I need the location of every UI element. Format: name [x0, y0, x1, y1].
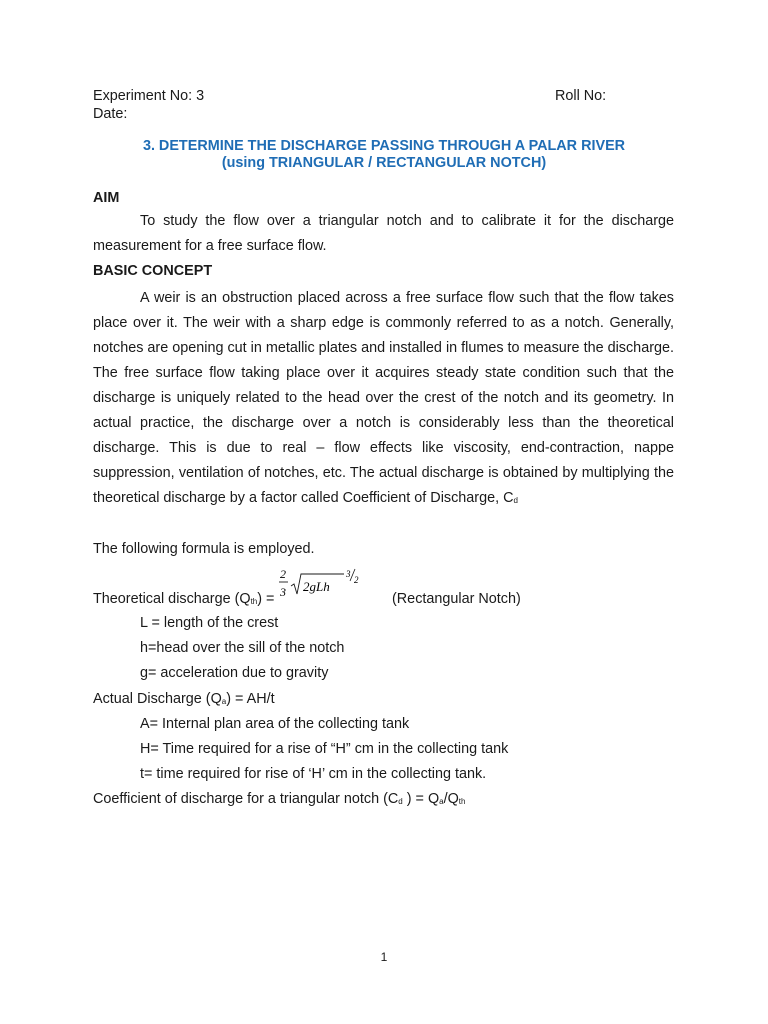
title-line-1: 3. DETERMINE THE DISCHARGE PASSING THROUGH A PALAR RIVER: [142, 138, 626, 154]
rectangular-notch-note: (Rectangular Notch): [392, 591, 521, 607]
title-line-2: (using TRIANGULAR / RECTANGULAR NOTCH): [221, 155, 547, 171]
definition-length: L = length of the crest: [140, 615, 279, 631]
basic-concept-text: A weir is an obstruction placed across a free surface flow such that the flow takes place over it. The weir with a sharp edge is commonly referred to as a notch. Generally, notches are opening cut in metallic plates and installed in flumes to measure the discharge. The free surface flow taking place over it acquires steady state condition such that the discharge is uniquely related to the head over the crest of the notch and its geometry. In actual practice, the discharge over a notch is considerably less than the theoretical discharge. This is due to real – flow effects like viscosity, end-contraction, nappe suppression, ventilation of notches, etc. The actual discharge is obtained by multiplying the theoretical discharge by a factor called Coefficient of Discharge, C: [93, 290, 674, 506]
aim-paragraph: [93, 209, 674, 259]
cd-subscript: d: [513, 496, 518, 505]
definition-area: A= Internal plan area of the collecting tank: [140, 716, 410, 732]
basic-concept-paragraph: [93, 286, 674, 513]
coefficient-formula: Coefficient of discharge for a triangular notch ($C_d$ ) = $Q_a/Q_{th}$: [93, 791, 466, 807]
formula-graphic: [278, 566, 378, 606]
formula-intro: The following formula is employed.: [93, 541, 315, 557]
theoretical-discharge-label: Theoretical discharge $(Q_{th})$ =: [93, 591, 275, 607]
page-number: 1: [380, 950, 388, 964]
definition-h-time: H= Time required for a rise of “H” cm in the collecting tank: [140, 741, 509, 757]
definition-head: h=head over the sill of the notch: [140, 640, 345, 656]
roll-number: Roll No:: [555, 88, 607, 104]
radicand: 2gLh: [303, 579, 330, 594]
aim-heading: AIM: [93, 190, 120, 206]
exponent-denominator: 2: [354, 575, 359, 585]
definition-gravity: g= acceleration due to gravity: [140, 665, 329, 681]
experiment-number: Experiment No: 3: [93, 88, 205, 104]
date-label: Date:: [93, 106, 128, 122]
theoretical-formula: [278, 566, 378, 610]
basic-concept-heading: BASIC CONCEPT: [93, 263, 213, 279]
exponent-numerator: 3: [346, 569, 351, 579]
definition-t-time: t= time required for rise of ‘H’ cm in the collecting tank.: [140, 766, 487, 782]
actual-discharge-label: Actual Discharge $(Q_a) = AH/t$: [93, 691, 275, 707]
aim-text: To study the flow over a triangular notch and to calibrate it for the discharge measurement for a free surface flow.: [93, 213, 674, 254]
fraction-numerator: 2: [280, 567, 286, 581]
fraction-denominator: 3: [280, 585, 286, 599]
